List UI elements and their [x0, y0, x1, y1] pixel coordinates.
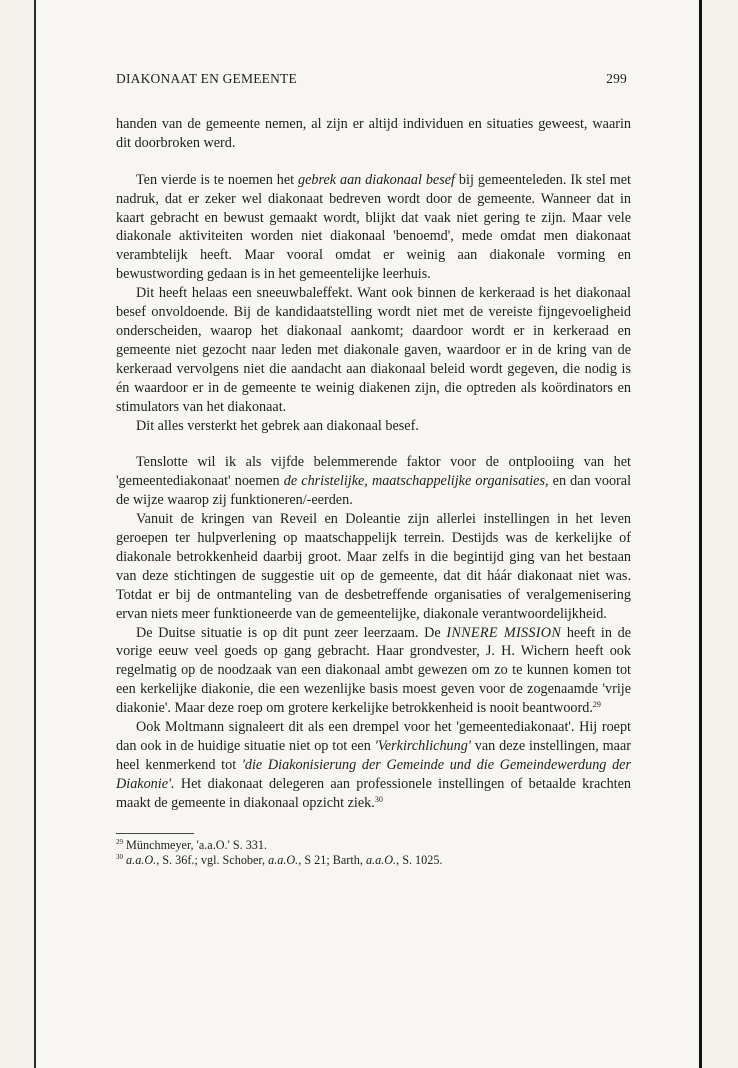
p8-text-a: Ook Moltmann signaleert dit als een drempel voor het 'gemeentediakonaat'. Hij roept dan ook in de huidige situatie niet op tot een	[116, 719, 631, 754]
footnote-30-ref-3: a.a.O.	[365, 853, 397, 868]
p8-emphasis-1: 'Verkirchlichung'	[374, 738, 471, 754]
paragraph-sneeuwbaleffekt	[116, 284, 631, 416]
footnote-30-number: 30	[116, 853, 123, 862]
footnote-29-number: 29	[116, 837, 123, 846]
p5-emphasis: de christelijke, maatschappelijke organisaties,	[283, 473, 549, 490]
footnote-30-ref-2: a.a.O.	[268, 853, 299, 868]
running-title: DIAKONAAT EN GEMEENTE	[116, 71, 297, 86]
footnote-ref-30[interactable]: 30	[374, 794, 383, 804]
p3-text: Dit heeft helaas een sneeuwbaleffekt. Want ook binnen de kerkeraad is het diakonaal besef onvoldoende. Bij de kandidaatstelling wordt niet met de vereiste fijngevoeligheid onderscheiden, waarop het diakonaal aankomt; daardoor wordt er in kerkeraad en gemeente niet gezocht naar leden met diakonale gaven, waardoor er in de kring van de kerkeraad vervolgens niet die aandacht aan diakonaal beleid wordt gegeven, die nodig is én waardoor er in de gemeente te weinig diakenen zijn, die optreden als koördinators en stimulators van het diakonaat.	[116, 285, 631, 415]
p6-text: Vanuit de kringen van Reveil en Doleantie zijn allerlei instellingen in het leven geroepen ter hulpverlening op maatschappelijk terrein. Destijds was de kerkelijke of diakonale betrokkenheid daarbij groot. Maar zelfs in die begintijd ging van het bestaan van deze stichtingen de suggestie uit op de gemeente, dat dit háár diakonaat niet was. Totdat er bij de ontmanteling van de desbetreffende organisaties of veralgemenisering ervan niets meer funktioneerde van de gemeentelijke, diakonale verantwoordelijkheid.	[116, 511, 631, 622]
p7-text-a: De Duitse situatie is op dit punt zeer leerzaam. De	[136, 624, 447, 641]
paragraph-continuation	[116, 115, 631, 153]
p2-text-b: bij gemeenteleden. Ik stel met nadruk, dat er zeker wel diakonaat bedreven wordt door de gemeente. Wanneer dat in kaart gebracht en bewust gemaakt wordt, blijkt dat vaak niet gering te zijn. Maar vele diakonale aktiviteiten worden niet diakonaal 'benoemd', mede omdat men diakonaat verambtelijk heeft. Maar vooral omdat er weinig aan diakonale vorming en bewustwording gedaan is in het gemeentelijke leerhuis.	[116, 171, 631, 283]
p2-emphasis: gebrek aan diakonaal besef	[297, 171, 455, 188]
footnote-29	[116, 838, 631, 854]
p5-text-b: en dan vooral de wijze waarop zij funktioneren/-eerden.	[116, 473, 632, 509]
page-content	[116, 70, 631, 869]
footnote-30-text-2: , S 21; Barth,	[298, 853, 366, 868]
paragraph-duitse-situatie	[116, 624, 631, 719]
footnote-29-text: Münchmeyer, 'a.a.O.' S. 331.	[123, 837, 268, 852]
book-page	[36, 0, 699, 1068]
paragraph-summary	[116, 417, 631, 436]
p7-text-b: heeft in de vorige eeuw veel goeds op gang gebracht. Haar grondvester, J. H. Wichern heeft ook regelmatig op de noodzaak van een diakonaal ambt gewezen om zo te kunnen komen tot een kerkelijke diakonie, die een wezenlijke basis moest geven voor de zogenaamde 'vrije diakonie'. Maar deze roep om grotere kerkelijke betrokkenheid is nooit beantwoord.	[116, 624, 632, 717]
paragraph-moltmann	[116, 718, 631, 813]
p8-emphasis-2: 'die Diakonisierung der Gemeinde und die Gemeindewerdung der Diakonie'.	[116, 756, 631, 792]
paragraph-reveil-doleantie	[116, 510, 631, 623]
footnote-30-ref-1: a.a.O.	[126, 853, 157, 868]
p4-text: Dit alles versterkt het gebrek aan diakonaal besef.	[136, 417, 419, 434]
running-head	[116, 70, 631, 89]
footnote-30-text-1: , S. 36f.; vgl. Schober,	[156, 853, 269, 868]
p5-text-a: Tenslotte wil ik als vijfde belemmerende faktor voor de ontplooiing van het 'gemeentediakonaat' noemen	[116, 454, 631, 490]
p8-text-b: van deze instellingen, maar heel kenmerkend tot	[116, 738, 631, 773]
p7-emphasis: INNERE MISSION	[446, 624, 562, 641]
footnote-ref-29[interactable]: 29	[592, 700, 601, 710]
footnote-30-text-3: , S. 1025.	[396, 853, 443, 868]
footnote-separator	[116, 833, 194, 834]
page-number: 299	[606, 71, 627, 86]
paragraph-diakonaal-besef	[116, 171, 631, 284]
footnote-30	[116, 853, 631, 869]
p8-text-c: Het diakonaat delegeren aan professionele instellingen of betaalde krachten maakt de gemeente in diakonaal opzicht ziek.	[116, 775, 631, 811]
scan-edge-right	[699, 0, 702, 1068]
paragraph-vijfde-faktor	[116, 453, 631, 510]
p1-text: handen van de gemeente nemen, al zijn er altijd individuen en situaties geweest, waarin dit doorbroken werd.	[116, 115, 631, 151]
p2-text-a: Ten vierde is te noemen het	[136, 171, 298, 188]
